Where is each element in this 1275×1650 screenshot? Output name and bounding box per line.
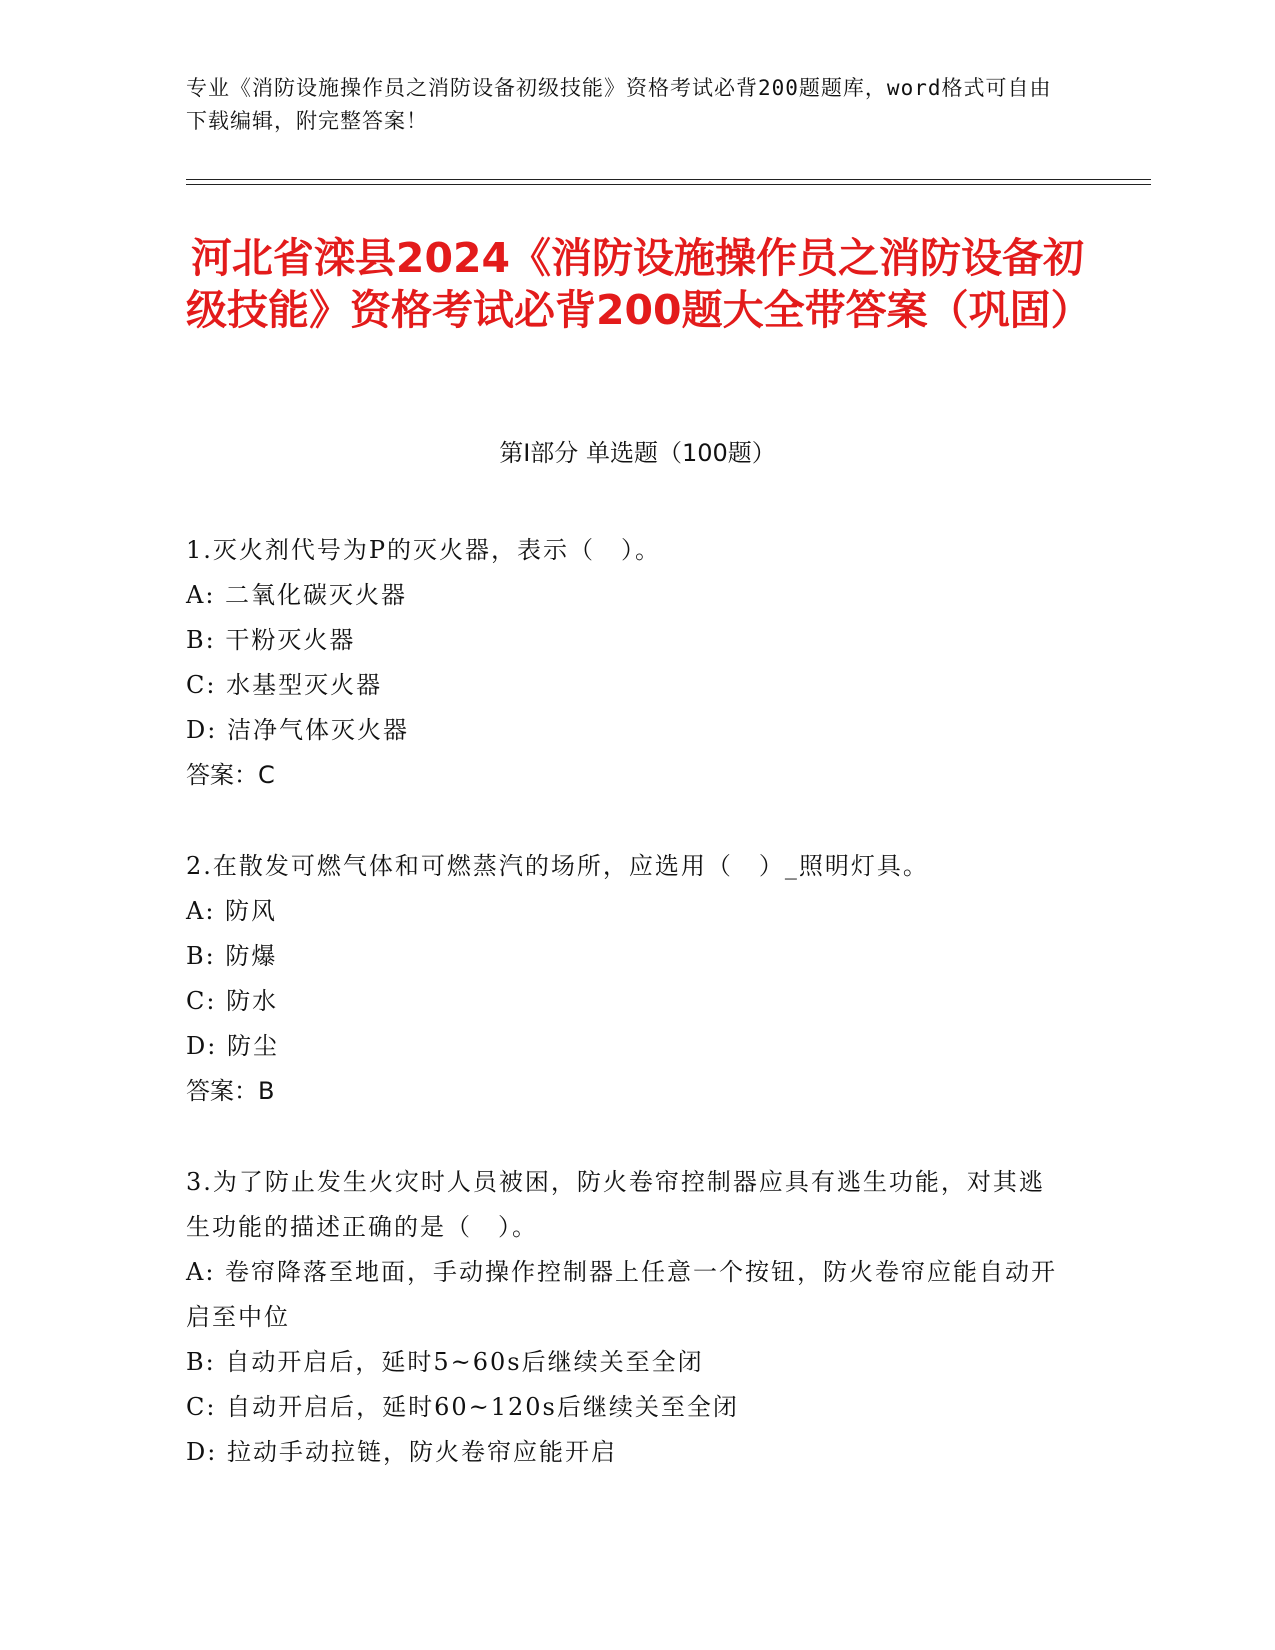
option-b: B: 干粉灭火器	[186, 626, 356, 654]
question-text: 2.在散发可燃气体和可燃蒸汽的场所，应选用（ ）_照明灯具。	[186, 852, 929, 880]
answer-value: B	[258, 1077, 275, 1105]
answer-label: 答案：	[186, 1077, 258, 1105]
option-b: B: 自动开启后，延时5~60s后继续关至全闭	[186, 1348, 704, 1376]
document-title: 河北省滦县2024《消防设施操作员之消防设备初级技能》资格考试必背200题大全带答案（巩固）	[186, 234, 1092, 334]
question-list	[186, 528, 1066, 1521]
answer-value: C	[258, 761, 275, 789]
option-d: D: 防尘	[186, 1032, 279, 1060]
question-text: 1.灭火剂代号为P的灭火器，表示（ ）。	[186, 536, 662, 564]
option-d: D: 拉动手动拉链，防火卷帘应能开启	[186, 1438, 617, 1466]
question-2	[186, 844, 1066, 1114]
option-b: B: 防爆	[186, 942, 278, 970]
option-c: C: 水基型灭火器	[186, 671, 383, 699]
section-title: 第Ⅰ部分 单选题（100题）	[499, 439, 776, 467]
answer-label: 答案：	[186, 761, 258, 789]
option-c: C: 自动开启后，延时60~120s后继续关至全闭	[186, 1393, 739, 1421]
question-1	[186, 528, 1066, 798]
option-a: A: 防风	[186, 897, 278, 925]
header-divider-top	[186, 179, 1151, 180]
question-text: 3.为了防止发生火灾时人员被困，防火卷帘控制器应具有逃生功能，对其逃生功能的描述正确的是（ ）。	[186, 1168, 1045, 1241]
option-d: D: 洁净气体灭火器	[186, 716, 409, 744]
header-divider-bottom	[186, 184, 1151, 185]
question-3	[186, 1160, 1066, 1475]
answer-line	[186, 753, 1066, 798]
intro-text: 专业《消防设施操作员之消防设备初级技能》资格考试必背200题题库，word格式可自由下载编辑，附完整答案！	[186, 76, 1052, 133]
answer-line	[186, 1069, 1066, 1114]
option-a: A: 卷帘降落至地面，手动操作控制器上任意一个按钮，防火卷帘应能自动开启至中位	[186, 1258, 1058, 1331]
option-c: C: 防水	[186, 987, 279, 1015]
option-a: A: 二氧化碳灭火器	[186, 581, 408, 609]
